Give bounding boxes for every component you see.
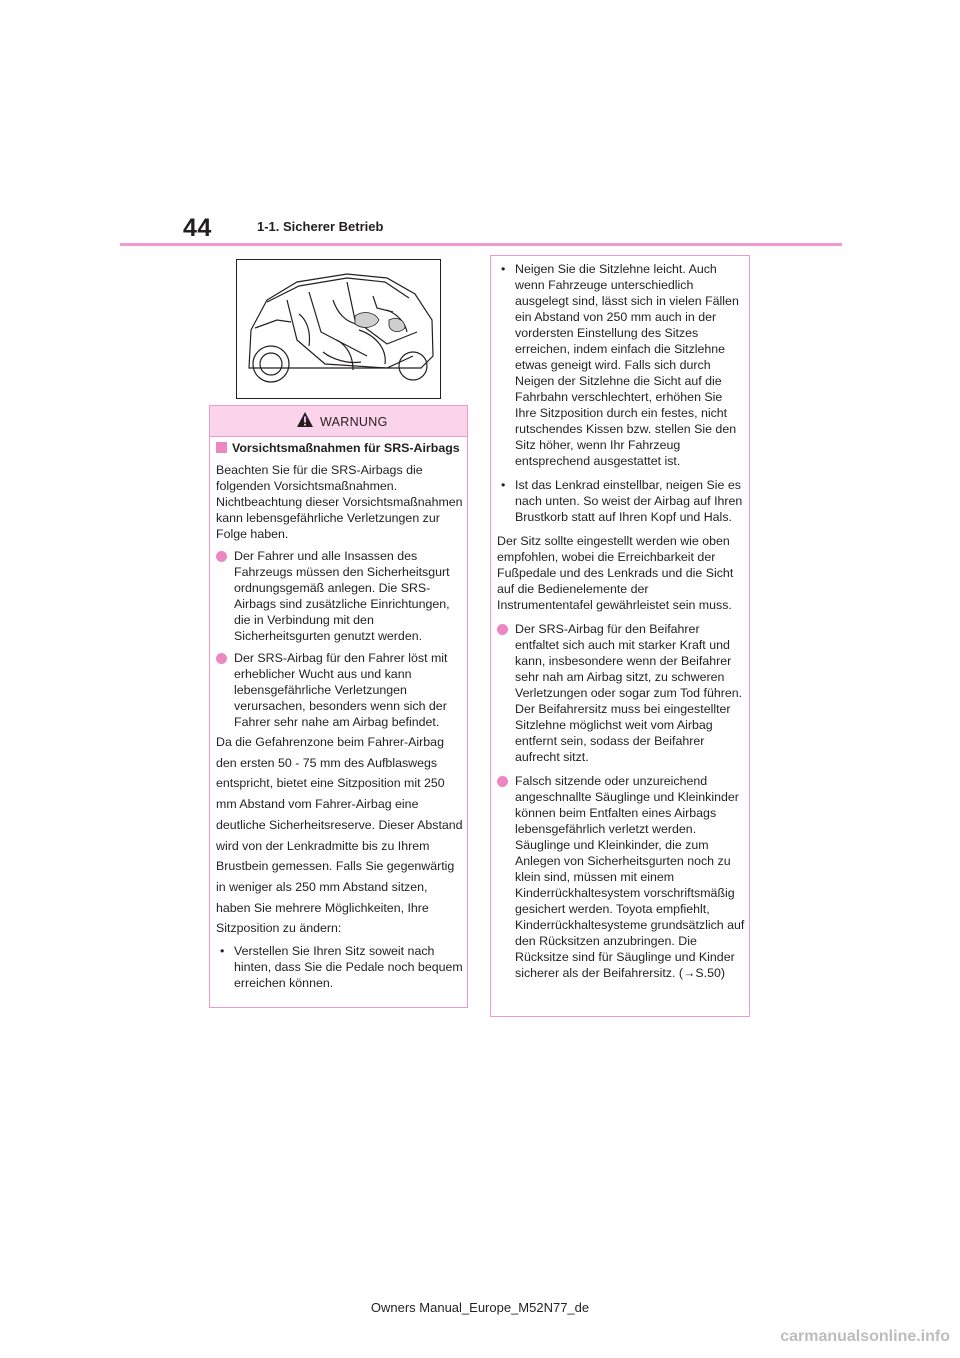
warning-item-text: Der Fahrer und alle Insassen des Fahrzeugs müssen den Sicherheitsgurt ordnungsgemäß anlegen. Die SRS-Airbags sind zusätzliche Einrichtungen, die in Verbindung mit den Sicherheitsgurten genutzt werden. <box>234 549 450 643</box>
seat-recommendation-paragraph: Der Sitz sollte eingestellt werden wie oben empfohlen, wobei die Erreichbarkeit der Fußpedale und des Lenkrads und die Sicht auf die Bedienelemente der Instrumententafel gewährleistet sein muss. <box>497 534 734 612</box>
footer-text: Owners Manual_Europe_M52N77_de <box>370 1300 590 1315</box>
dot-bullet-icon: • <box>501 478 506 492</box>
dot-bullet-icon: • <box>501 262 506 276</box>
header-rule <box>120 243 842 246</box>
warning-triangle-icon <box>296 411 314 433</box>
watermark: carmanualsonline.info <box>780 1328 950 1345</box>
warning-item-text: Falsch sitzende oder unzureichend angeschnallte Säuglinge und Kleinkinder können beim Entfalten eines Airbags lebensgefährlich verletzt werden. Säuglinge und Kleinkinder, die zum Anlegen von Sicherheitsgurten noch zu klein sind, müssen mit einem Kinderrückhaltesystem vorschriftsmäßig gesichert werden. Toyota empfiehlt, Kinderrückhaltesysteme grundsätzlich auf den Rücksitzen anzubringen. Die Rücksitze sind für Säuglinge und Kinder sicherer als der Beifahrersitz. (→S.50) <box>515 774 745 980</box>
warning-subheading <box>216 440 464 456</box>
warning-subheading-text: Vorsichtsmaßnahmen für SRS-Airbags <box>232 441 460 455</box>
seat-adjust-bullet-text: Verstellen Sie Ihren Sitz soweit nach hinten, dass Sie die Pedale noch bequem erreichen können. <box>234 944 463 991</box>
warning-item-text: Der SRS-Airbag für den Beifahrer entfaltet sich auch mit starker Kraft und kann, insbesondere wenn der Beifahrer sehr nah am Airbag sitzt, zu schweren Verletzungen oder sogar zum Tod führen. Der Beifahrersitz muss bei eingestellter Sitzlehne möglichst weit vom Airbag entfernt sein, sodass der Beifahrer aufrecht sitzt. <box>515 622 743 764</box>
seat-adjust-bullet <box>497 261 747 469</box>
seat-adjust-bullet-text: Neigen Sie die Sitzlehne leicht. Auch wenn Fahrzeuge unterschiedlich ausgelegt sind, lässt sich in vielen Fällen ein Abstand von 250 mm auch in der vordersten Einstellung des Sitzes erreichen, indem einfach die Sitzlehne etwas geneigt wird. Falls sich durch Neigen der Sitzlehne die Sicht auf die Fahrbahn verschlechtert, erhöhen Sie Ihre Sitzposition durch ein festes, nicht rutschendes Kissen bzw. stellen Sie den Sitz höher, wenn Ihr Fahrzeug entsprechend ausgestattet ist. <box>515 262 739 468</box>
continued-warning-box <box>490 255 750 1017</box>
danger-zone-paragraph: Da die Gefahrenzone beim Fahrer-Airbag den ersten 50 - 75 mm des Aufblaswegs entspricht, bietet eine Sitzposition mit 250 mm Abstand vom Fahrer-Airbag eine deutliche Sicherheitsreserve. Dieser Abstand wird von der Lenkradmitte bis zu Ihrem Brustbein gemessen. Falls Sie gegenwärtig in weniger als 250 mm Abstand sitzen, haben Sie mehrere Möglichkeiten, Ihre Sitzposition zu ändern: <box>216 735 463 936</box>
circle-bullet-icon <box>497 776 508 787</box>
warning-item-text: Der SRS-Airbag für den Fahrer löst mit erheblicher Wucht aus und kann lebensgefährliche Verletzungen verursachen, besonders wenn sich der Fahrer sehr nahe am Airbag befindet. <box>234 651 448 729</box>
car-interior-airbag-illustration <box>236 259 441 399</box>
square-bullet-icon <box>216 442 227 453</box>
warning-intro: Beachten Sie für die SRS-Airbags die folgenden Vorsichtsmaßnahmen. Nichtbeachtung dieser Vorsichtsmaßnahmen kann lebensgefährliche Verletzungen zur Folge haben. <box>216 463 463 541</box>
warning-title: WARNUNG <box>320 415 388 429</box>
warning-header <box>210 406 467 437</box>
car-illustration-svg <box>237 260 440 398</box>
dot-bullet-icon: • <box>220 944 225 959</box>
warning-item <box>216 650 464 730</box>
page-number: 44 <box>183 214 212 242</box>
circle-bullet-icon <box>216 653 227 664</box>
circle-bullet-icon <box>497 624 508 635</box>
warning-item <box>216 548 464 644</box>
seat-adjust-bullet-text: Ist das Lenkrad einstellbar, neigen Sie es nach unten. So weist der Airbag auf Ihren Brustkorb statt auf Ihren Kopf und Hals. <box>515 478 743 524</box>
circle-bullet-icon <box>216 551 227 562</box>
warning-item <box>497 621 747 765</box>
continued-warning-body <box>497 261 747 987</box>
seat-adjust-bullet <box>497 477 747 525</box>
warning-body <box>216 440 464 997</box>
warning-box <box>209 405 468 1008</box>
section-title: 1-1. Sicherer Betrieb <box>257 219 384 234</box>
seat-adjust-bullet <box>216 943 464 991</box>
warning-item <box>497 773 747 981</box>
